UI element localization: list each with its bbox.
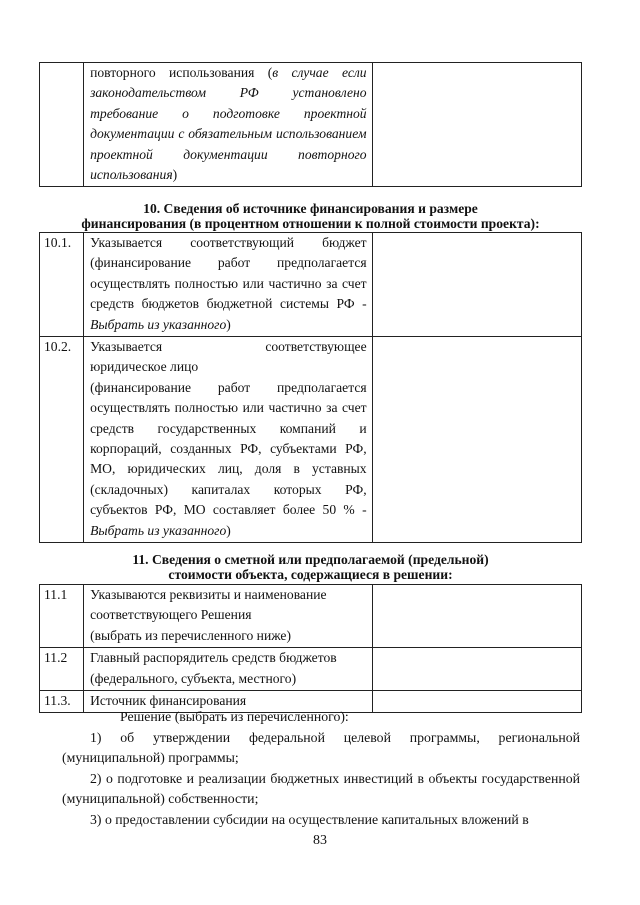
section-11-heading (39, 552, 582, 582)
section-10-title-line2: финансирования (в процентном отношении к полной стоимости проекта): (81, 216, 540, 231)
row-value-cell[interactable] (372, 337, 581, 543)
row-description-cell: Главный распорядитель средств бюджетов (федерального, субъекта, местного) (84, 648, 373, 691)
row-description-cell: Указывается соответствующий бюджет (финансирование работ предполагается осуществлять полностью или частично за счет средств бюджетов бюджетной системы РФ - Выбрать из указанного) (84, 233, 373, 337)
row-description-cell: повторного использования (в случае если законодательством РФ установлено требование о подготовке проектной документации с обязательным использованием проектной документации повторного использования) (84, 63, 373, 187)
table-row (40, 63, 582, 187)
page-number: 83 (313, 833, 327, 848)
row-value-cell[interactable] (372, 63, 581, 187)
row-description-cell: Источник финансирования (84, 691, 373, 713)
prev-section-table (39, 62, 582, 187)
section-11-title-line1: 11. Сведения о сметной или предполагаемой (предельной) (132, 552, 489, 567)
decision-item-3: 3) о предоставлении субсидии на осуществление капитальных вложений в (90, 811, 529, 827)
table-row (40, 648, 582, 691)
row-number-cell: 11.3. (40, 691, 84, 713)
italic-note: Выбрать из указанного (90, 316, 227, 332)
row-number-cell: 10.1. (40, 233, 84, 337)
section-10-heading (39, 201, 582, 231)
section-11-title-line2: стоимости объекта, содержащиеся в решении: (168, 567, 453, 582)
section-11-table (39, 584, 582, 713)
row-number-cell: 10.2. (40, 337, 84, 543)
row-value-cell[interactable] (372, 233, 581, 337)
table-row (40, 337, 582, 543)
row-number-cell: 11.2 (40, 648, 84, 691)
table-row (40, 233, 582, 337)
row-description-cell: Указывается соответствующее юридическое лицо (финансирование работ предполагается осуществлять полностью или частично за счет средств государственных компаний и корпораций, созданных РФ, субъектами РФ, МО, юридических лиц, доля в уставных (складочных) капиталах которых РФ, субъектов РФ, МО составляет более 50 % - Выбрать из указанного) (84, 337, 373, 543)
decision-list (62, 707, 580, 830)
row-value-cell[interactable] (372, 648, 581, 691)
decision-item-1: 1) об утверждении федеральной целевой программы, региональной (муниципальной) программы; (62, 729, 580, 765)
row-number-cell (40, 63, 84, 187)
italic-note: в случае если законодательством РФ установлено требование о подготовке проектной документации с обязательным использованием проектной документации повторного использования (90, 65, 367, 183)
decision-item-2: 2) о подготовке и реализации бюджетных инвестиций в объекты государственной (муниципальной) собственности; (62, 770, 580, 806)
decision-intro: Решение (выбрать из перечисленного): (120, 709, 349, 724)
row-description-head: Указывается соответствующее (90, 339, 367, 355)
table-row (40, 585, 582, 648)
section-10-title-line1: 10. Сведения об источнике финансирования и размере (143, 201, 478, 216)
row-value-cell[interactable] (372, 585, 581, 648)
row-description-line2: юридическое лицо (90, 359, 199, 375)
section-10-table (39, 232, 582, 543)
italic-note: Выбрать из указанного (90, 522, 227, 538)
row-description-cell: Указываются реквизиты и наименование соответствующего Решения (выбрать из перечисленного ниже) (84, 585, 373, 648)
row-number-cell: 11.1 (40, 585, 84, 648)
